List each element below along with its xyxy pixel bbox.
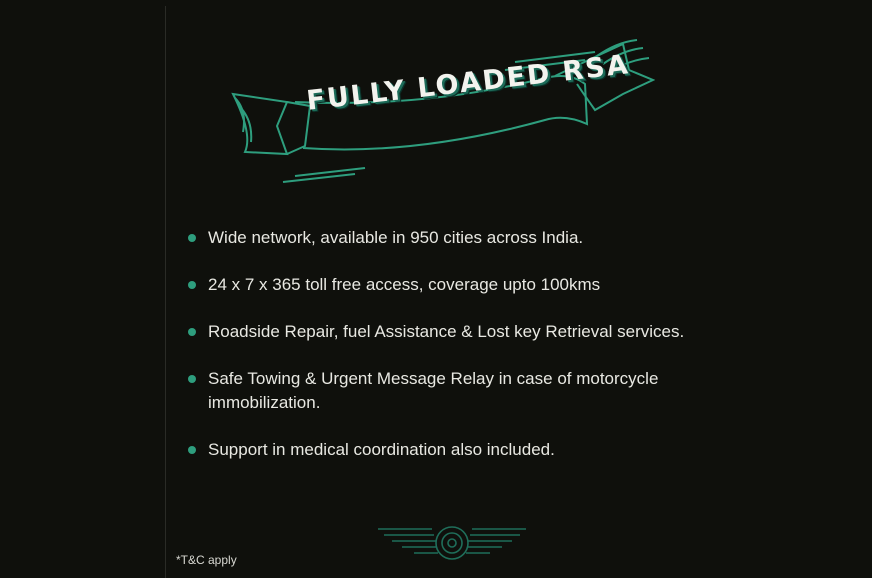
feature-text: Safe Towing & Urgent Message Relay in case of motorcycle immobilization. (208, 369, 659, 412)
bullet-icon (188, 375, 196, 383)
features-list (186, 226, 706, 485)
feature-text: Wide network, available in 950 cities across India. (208, 228, 584, 247)
list-item (186, 226, 706, 250)
list-item (186, 273, 706, 297)
bullet-icon (188, 446, 196, 454)
list-item (186, 320, 706, 344)
feature-text: Support in medical coordination also included. (208, 440, 555, 459)
bullet-icon (188, 234, 196, 242)
list-item (186, 438, 706, 462)
banner-title: FULLY LOADED RSA (305, 49, 632, 117)
frame-divider-line (165, 6, 166, 578)
bullet-icon (188, 328, 196, 336)
terms-footnote: *T&C apply (176, 553, 237, 567)
list-item (186, 367, 706, 415)
feature-text: Roadside Repair, fuel Assistance & Lost key Retrieval services. (208, 322, 685, 341)
feature-text: 24 x 7 x 365 toll free access, coverage upto 100kms (208, 275, 601, 294)
bullet-icon (188, 281, 196, 289)
winged-wheel-emblem-icon (376, 525, 528, 563)
